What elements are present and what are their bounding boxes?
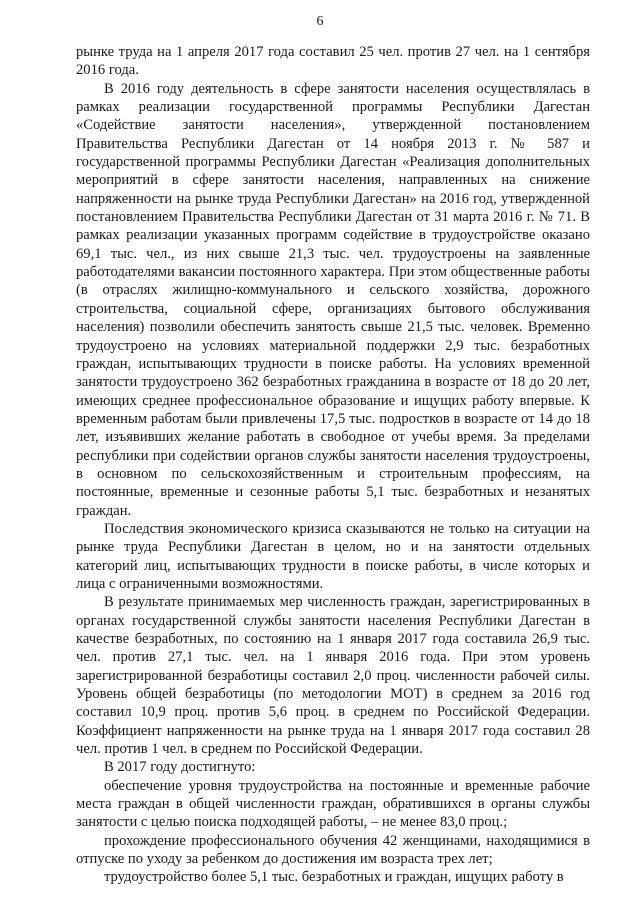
paragraph-continuation: рынке труда на 1 апреля 2017 года составил 25 чел. против 27 чел. на 1 сентября 2016 года.: [76, 44, 590, 79]
page-number: 6: [316, 14, 324, 29]
paragraph-crisis-effects: Последствия экономического кризиса сказываются не только на ситуации на рынке труда Республики Дагестан в целом, но и на занятости отдельных категорий лиц, испытывающих трудности в поиске работы, в числе которых и лица с ограниченными возможностями.: [76, 520, 590, 592]
body-text: [76, 43, 590, 887]
paragraph-achievement-relocation: трудоустройство более 5,1 тыс. безработных и граждан, ищущих работу в: [104, 869, 564, 886]
paragraph-achievement-employment-rate: обеспечение уровня трудоустройства на постоянные и временные рабочие места граждан в общей численности граждан, обратившихся в органы службы занятости с целью поиска подходящей работы, – не менее 83,0 проц.;: [76, 777, 590, 831]
paragraph-employment-programs: В 2016 году деятельность в сфере занятости населения осуществлялась в рамках реализации государственной программы Республики Дагестан «Содействие занятости населения», утвержденной постановлением Правительства Республики Дагестан от 14 ноября 2013 г. № 587 и государственной программы Республики Дагестан «Реализация дополнительных мероприятий в сфере занятости населения, направленных на снижение напряженности на рынке труда Республики Дагестан» на 2016 год, утвержденной постановлением Правительства Республики Дагестан от 31 марта 2016 г. № 71. В рамках реализации указанных программ содействие в трудоустройстве оказано 69,1 тыс. чел., из них свыше 21,3 тыс. чел. трудоустроены на заявленные работодателями вакансии постоянного характера. При этом общественные работы (в отраслях жилищно-коммунального и сельского хозяйства, дорожного строительства, социальной сфере, организациях бытового обслуживания населения) позволили обеспечить занятость свыше 21,5 тыс. человек. Временно трудоустроено на условиях материальной поддержки 2,9 тыс. безработных граждан, испытывающих трудности в поиске работы. На условиях временной занятости трудоустроено 362 безработных гражданина в возрасте от 18 до 20 лет, имеющих среднее профессиональное образование и ищущих работу впервые. К временным работам были привлечены 17,5 тыс. подростков в возрасте от 14 до 18 лет, изъявивших желание работать в свободное от учебы время. За пределами республики при содействии органов службы занятости населения трудоустроены, в основном по сельскохозяйственным и строительным профессиям, на постоянные, временные и сезонные работы 5,1 тыс. безработных и незанятых граждан.: [76, 80, 590, 519]
paragraph-achievement-women-training: прохождение профессионального обучения 42 женщинами, находящимися в отпуске по уходу за ребенком до достижения им возраста трех лет;: [76, 832, 590, 868]
paragraph-unemployment-stats: В результате принимаемых мер численность граждан, зарегистрированных в органах государственной службы занятости населения Республики Дагестан в качестве безработных, по состоянию на 1 января 2017 года составила 26,9 тыс. чел. против 27,1 тыс. чел. на 1 января 2016 года. При этом уровень зарегистрированной безработицы составил 2,0 проц. численности рабочей силы. Уровень общей безработицы (по методологии МОТ) в среднем за 2016 год составил 10,9 проц. против 5,6 проц. в среднем по Российской Федерации. Коэффициент напряженности на рынке труда на 1 января 2017 года составил 28 чел. против 1 чел. в среднем по Российской Федерации.: [76, 594, 590, 758]
paragraph-achievements-heading: В 2017 году достигнуто:: [104, 759, 256, 776]
